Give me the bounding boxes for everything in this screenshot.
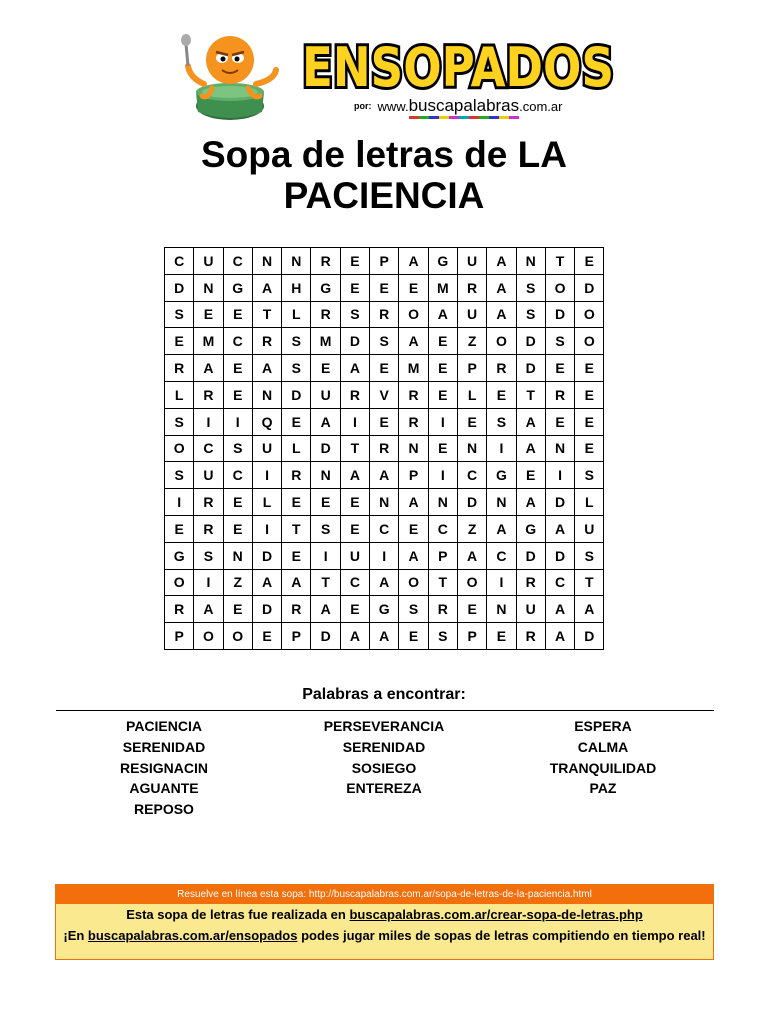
word-item: RESIGNACIN [120, 759, 208, 776]
grid-cell: S [428, 623, 457, 650]
word-item: REPOSO [134, 801, 194, 818]
grid-cell: I [428, 462, 457, 489]
grid-cell: R [487, 355, 516, 382]
grid-cell: E [487, 381, 516, 408]
grid-cell: U [516, 596, 545, 623]
grid-cell: D [311, 623, 340, 650]
grid-cell: G [428, 248, 457, 275]
grid-cell: A [516, 408, 545, 435]
grid-cell: U [252, 435, 281, 462]
grid-cell: I [487, 569, 516, 596]
grid-cell: R [399, 408, 428, 435]
grid-cell: C [223, 248, 252, 275]
grid-cell: D [282, 381, 311, 408]
grid-cell: R [194, 515, 223, 542]
byline-tld: .com.ar [519, 99, 563, 114]
grid-cell: O [399, 569, 428, 596]
grid-row [165, 489, 604, 516]
grid-cell: E [223, 355, 252, 382]
grid-cell: E [340, 274, 369, 301]
grid-cell: R [370, 435, 399, 462]
grid-cell: O [223, 623, 252, 650]
grid-cell: S [165, 462, 194, 489]
grid-cell: E [428, 435, 457, 462]
grid-cell: E [516, 462, 545, 489]
grid-cell: A [545, 515, 574, 542]
grid-cell: A [545, 596, 574, 623]
word-item: SERENIDAD [122, 738, 206, 755]
grid-cell: E [575, 435, 604, 462]
grid-cell: D [545, 301, 574, 328]
grid-cell: E [487, 623, 516, 650]
grid-cell: T [428, 569, 457, 596]
grid-cell: D [516, 355, 545, 382]
grid-cell: E [545, 408, 574, 435]
grid-cell: N [487, 596, 516, 623]
grid-cell: G [487, 462, 516, 489]
header [0, 0, 768, 130]
grid-cell: R [340, 381, 369, 408]
grid-cell: O [399, 301, 428, 328]
grid-cell: L [575, 489, 604, 516]
word-item: SOSIEGO [351, 759, 417, 776]
grid-cell: R [457, 274, 486, 301]
grid-cell: A [545, 623, 574, 650]
grid-cell: E [457, 408, 486, 435]
grid-cell: S [165, 301, 194, 328]
grid-cell: Z [457, 515, 486, 542]
grid-cell: O [575, 328, 604, 355]
grid-cell: O [545, 274, 574, 301]
grid-cell: A [340, 355, 369, 382]
grid-cell: D [165, 274, 194, 301]
grid-cell: R [311, 248, 340, 275]
grid-cell: A [194, 355, 223, 382]
grid-cell: T [282, 515, 311, 542]
grid-cell: R [282, 596, 311, 623]
grid-row [165, 623, 604, 650]
grid-cell: E [340, 596, 369, 623]
made-prefix: Esta sopa de letras fue realizada en [126, 907, 350, 922]
grid-cell: R [252, 328, 281, 355]
grid-cell: U [194, 462, 223, 489]
grid-cell: U [575, 515, 604, 542]
grid-cell: E [340, 248, 369, 275]
grid-cell: R [370, 301, 399, 328]
grid-cell: S [516, 301, 545, 328]
page-title [0, 134, 768, 216]
play-suffix: podes jugar miles de sopas de letras compitiendo en tiempo real! [297, 928, 706, 943]
grid-cell: P [399, 462, 428, 489]
grid-cell: P [457, 355, 486, 382]
grid-row [165, 355, 604, 382]
grid-cell: D [457, 489, 486, 516]
grid-cell: T [545, 248, 574, 275]
grid-cell: R [165, 596, 194, 623]
grid-cell: A [370, 462, 399, 489]
grid-cell: S [516, 274, 545, 301]
grid-row [165, 542, 604, 569]
grid-cell: I [487, 435, 516, 462]
word-item: PACIENCIA [126, 718, 202, 734]
grid-cell: S [575, 462, 604, 489]
grid-cell: S [370, 328, 399, 355]
grid-cell: I [311, 542, 340, 569]
grid-cell: Z [457, 328, 486, 355]
grid-cell: C [487, 542, 516, 569]
octopus-mascot-icon [182, 30, 282, 122]
grid-cell: L [282, 435, 311, 462]
play-line [56, 925, 713, 946]
grid-cell: S [575, 542, 604, 569]
grid-cell: A [457, 542, 486, 569]
grid-cell: E [282, 408, 311, 435]
grid-cell: E [311, 489, 340, 516]
grid-row [165, 569, 604, 596]
grid-cell: C [165, 248, 194, 275]
grid-cell: A [487, 301, 516, 328]
grid-cell: L [165, 381, 194, 408]
grid-cell: T [516, 381, 545, 408]
grid-cell: A [516, 489, 545, 516]
grid-cell: G [223, 274, 252, 301]
grid-cell: N [457, 435, 486, 462]
word-item: PERSEVERANCIA [323, 718, 445, 734]
grid-cell: E [399, 515, 428, 542]
grid-cell: D [545, 489, 574, 516]
word-list-column-1 [54, 716, 274, 820]
grid-cell: G [311, 274, 340, 301]
grid-cell: E [575, 381, 604, 408]
grid-cell: R [399, 381, 428, 408]
grid-cell: D [575, 623, 604, 650]
grid-cell: L [457, 381, 486, 408]
grid-cell: D [340, 328, 369, 355]
grid-cell: R [516, 569, 545, 596]
grid-row [165, 462, 604, 489]
grid-cell: R [165, 355, 194, 382]
grid-cell: D [516, 328, 545, 355]
grid-cell: I [252, 462, 281, 489]
grid-cell: S [223, 435, 252, 462]
grid-cell: I [340, 408, 369, 435]
word-item: ENTEREZA [346, 780, 422, 797]
grid-cell: O [194, 623, 223, 650]
grid-cell: E [282, 542, 311, 569]
grid-cell: E [370, 274, 399, 301]
grid-cell: A [516, 435, 545, 462]
grid-cell: P [428, 542, 457, 569]
grid-cell: U [457, 301, 486, 328]
grid-cell: A [311, 596, 340, 623]
online-link-bar[interactable]: Resuelve en línea esta sopa: http://buscapalabras.com.ar/sopa-de-letras-de-la-paciencia.html [56, 885, 713, 904]
create-link[interactable]: buscapalabras.com.ar/crear-sopa-de-letras.php [349, 907, 643, 922]
grid-cell: O [575, 301, 604, 328]
grid-cell: A [252, 355, 281, 382]
grid-cell: E [223, 596, 252, 623]
grid-cell: D [516, 542, 545, 569]
grid-cell: A [252, 274, 281, 301]
grid-cell: I [165, 489, 194, 516]
grid-cell: E [223, 301, 252, 328]
grid-cell: E [223, 515, 252, 542]
footer-box [55, 884, 714, 960]
grid-row [165, 274, 604, 301]
grid-cell: R [194, 489, 223, 516]
grid-cell: D [575, 274, 604, 301]
grid-cell: R [194, 381, 223, 408]
grid-row [165, 515, 604, 542]
grid-cell: C [428, 515, 457, 542]
grid-cell: S [545, 328, 574, 355]
grid-cell: U [194, 248, 223, 275]
grid-cell: S [165, 408, 194, 435]
grid-cell: E [428, 381, 457, 408]
grid-cell: A [370, 623, 399, 650]
grid-cell: N [223, 542, 252, 569]
grid-cell: N [370, 489, 399, 516]
byline-www: www. [377, 99, 409, 114]
grid-cell: M [399, 355, 428, 382]
grid-cell: C [545, 569, 574, 596]
grid-cell: E [575, 355, 604, 382]
grid-cell: S [282, 328, 311, 355]
grid-cell: A [282, 569, 311, 596]
grid-cell: O [487, 328, 516, 355]
grid-cell: E [399, 274, 428, 301]
word-item: SERENIDAD [342, 738, 426, 755]
divider [56, 710, 714, 711]
word-list-column-3 [493, 716, 713, 799]
grid-cell: A [252, 569, 281, 596]
grid-cell: D [252, 542, 281, 569]
grid-cell: E [340, 489, 369, 516]
grid-cell: E [223, 381, 252, 408]
grid-cell: R [311, 301, 340, 328]
grid-cell: N [487, 489, 516, 516]
made-with-line [56, 904, 713, 925]
grid-cell: T [311, 569, 340, 596]
byline-prefix: por: [354, 101, 372, 111]
grid-cell: E [194, 301, 223, 328]
grid-cell: S [311, 515, 340, 542]
grid-cell: C [340, 569, 369, 596]
word-list-column-2 [274, 716, 494, 799]
grid-cell: N [252, 381, 281, 408]
grid-cell: L [282, 301, 311, 328]
grid-cell: L [252, 489, 281, 516]
grid-cell: A [340, 462, 369, 489]
grid-cell: E [545, 355, 574, 382]
grid-cell: I [428, 408, 457, 435]
grid-cell: P [165, 623, 194, 650]
grid-cell: E [311, 355, 340, 382]
grid-cell: C [457, 462, 486, 489]
word-item: ESPERA [574, 718, 632, 734]
grid-cell: R [282, 462, 311, 489]
grid-cell: I [370, 542, 399, 569]
grid-cell: N [428, 489, 457, 516]
grid-row [165, 381, 604, 408]
grid-cell: I [194, 569, 223, 596]
grid-cell: S [282, 355, 311, 382]
grid-cell: A [399, 489, 428, 516]
grid-cell: I [223, 408, 252, 435]
grid-cell: N [194, 274, 223, 301]
grid-cell: C [194, 435, 223, 462]
grid-cell: N [252, 248, 281, 275]
grid-cell: A [370, 569, 399, 596]
grid-cell: I [194, 408, 223, 435]
grid-cell: U [311, 381, 340, 408]
grid-cell: E [370, 408, 399, 435]
logo-text: ENSOPADOS [302, 36, 614, 99]
grid-cell: Z [223, 569, 252, 596]
grid-cell: T [340, 435, 369, 462]
byline-site[interactable]: buscapalabras [408, 96, 520, 115]
grid-cell: I [252, 515, 281, 542]
title-line-2: PACIENCIA [283, 175, 485, 216]
byline [354, 96, 616, 116]
grid-cell: C [370, 515, 399, 542]
word-item: CALMA [577, 738, 629, 755]
grid-cell: E [252, 623, 281, 650]
word-item: PAZ [589, 780, 617, 797]
grid-cell: E [575, 408, 604, 435]
grid-cell: E [399, 623, 428, 650]
grid-row [165, 408, 604, 435]
grid-row [165, 301, 604, 328]
grid-cell: E [282, 489, 311, 516]
grid-row [165, 328, 604, 355]
grid-cell: N [516, 248, 545, 275]
grid-cell: N [311, 462, 340, 489]
grid-cell: A [487, 274, 516, 301]
grid-cell: M [311, 328, 340, 355]
grid-cell: A [575, 596, 604, 623]
grid-cell: V [370, 381, 399, 408]
grid-cell: E [428, 328, 457, 355]
grid-row [165, 248, 604, 275]
grid-cell: U [340, 542, 369, 569]
grid-cell: S [487, 408, 516, 435]
grid-cell: O [457, 569, 486, 596]
grid-cell: R [545, 381, 574, 408]
grid-cell: E [165, 515, 194, 542]
grid-cell: C [223, 462, 252, 489]
grid-cell: D [545, 542, 574, 569]
grid-cell: S [399, 596, 428, 623]
grid-cell: H [282, 274, 311, 301]
grid-cell: A [399, 542, 428, 569]
grid-cell: P [457, 623, 486, 650]
grid-cell: C [223, 328, 252, 355]
grid-cell: O [165, 435, 194, 462]
grid-cell: U [457, 248, 486, 275]
grid-cell: P [370, 248, 399, 275]
grid-cell: R [428, 596, 457, 623]
grid-cell: G [370, 596, 399, 623]
grid-cell: P [282, 623, 311, 650]
grid-cell: T [575, 569, 604, 596]
play-prefix: ¡En [63, 928, 88, 943]
grid-cell: A [428, 301, 457, 328]
grid-cell: A [487, 248, 516, 275]
grid-cell: A [487, 515, 516, 542]
grid-row [165, 435, 604, 462]
grid-cell: M [194, 328, 223, 355]
grid-cell: A [340, 623, 369, 650]
grid-cell: N [545, 435, 574, 462]
grid-row [165, 596, 604, 623]
ensopados-link[interactable]: buscapalabras.com.ar/ensopados [87, 928, 298, 943]
grid-cell: N [282, 248, 311, 275]
grid-cell: A [399, 248, 428, 275]
grid-cell: M [428, 274, 457, 301]
grid-cell: A [399, 328, 428, 355]
grid-cell: E [165, 328, 194, 355]
grid-cell: E [428, 355, 457, 382]
word-item: AGUANTE [129, 780, 199, 797]
grid-cell: E [575, 248, 604, 275]
grid-cell: S [340, 301, 369, 328]
grid-cell: O [165, 569, 194, 596]
grid-cell: Q [252, 408, 281, 435]
grid-cell: N [399, 435, 428, 462]
grid-cell: G [516, 515, 545, 542]
grid-cell: S [194, 542, 223, 569]
grid-cell: G [165, 542, 194, 569]
title-line-1: Sopa de letras de LA [201, 134, 567, 175]
word-search-grid [164, 247, 604, 650]
grid-cell: A [311, 408, 340, 435]
grid-cell: D [311, 435, 340, 462]
grid-cell: D [252, 596, 281, 623]
grid-cell: T [252, 301, 281, 328]
grid-cell: E [370, 355, 399, 382]
grid-cell: E [223, 489, 252, 516]
grid-cell: R [516, 623, 545, 650]
grid-cell: A [194, 596, 223, 623]
grid-cell: I [545, 462, 574, 489]
ensopados-logo [300, 34, 616, 99]
words-title: Palabras a encontrar: [302, 686, 466, 703]
grid-cell: E [457, 596, 486, 623]
word-item: TRANQUILIDAD [549, 759, 657, 776]
grid-cell: E [340, 515, 369, 542]
